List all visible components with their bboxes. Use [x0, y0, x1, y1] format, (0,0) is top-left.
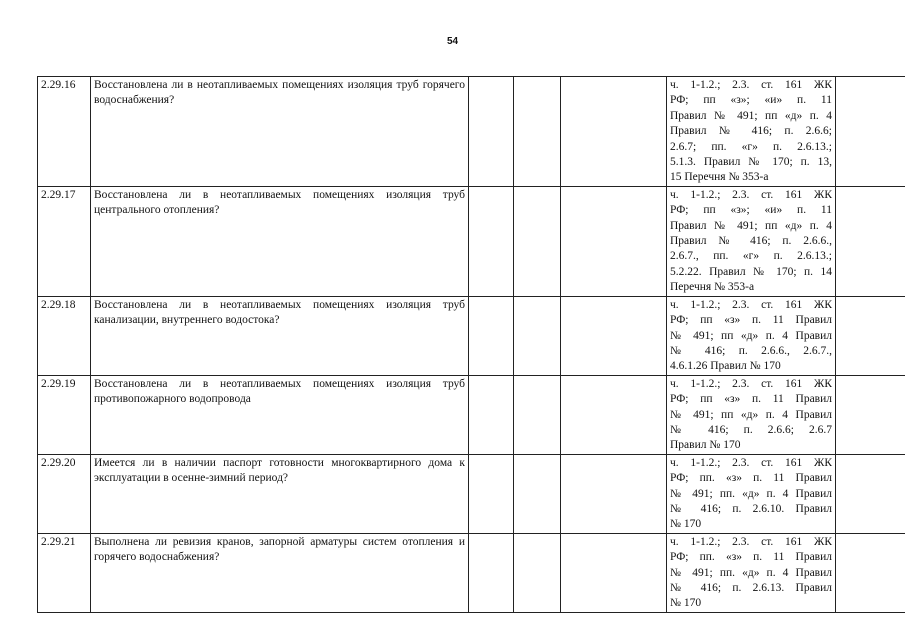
reference-line: № 170	[670, 518, 702, 531]
legal-reference	[667, 375, 836, 454]
item-number: 2.29.20	[38, 454, 91, 533]
answer-na-cell	[561, 454, 667, 533]
notes-cell	[836, 186, 905, 296]
reference-line: РФ; пп «з» п. 11 Правил	[670, 393, 832, 406]
reference-line: 5.2.22. Правил № 170; п. 14	[670, 265, 832, 278]
table-row	[38, 533, 905, 612]
answer-yes-cell	[469, 296, 514, 375]
question-text: Восстановлена ли в неотапливаемых помещениях изоляция труб противопожарного водопровода	[91, 375, 469, 454]
answer-na-cell	[561, 77, 667, 187]
reference-line: ч. 1-1.2.; 2.3. ст. 161 ЖК	[670, 298, 832, 311]
reference-line: 4.6.1.26 Правил № 170	[670, 360, 781, 373]
reference-line: № 170	[670, 597, 702, 610]
reference-line: Правил № 491; пп «д» п. 4	[670, 219, 832, 232]
reference-line: 15 Перечня № 353-а	[670, 171, 769, 184]
reference-line: № 491; пп. «д» п. 4 Правил	[670, 487, 832, 500]
question-text: Выполнена ли ревизия кранов, запорной арматуры систем отопления и горячего водоснабжения?	[91, 533, 469, 612]
table-row	[38, 296, 905, 375]
answer-no-cell	[514, 77, 561, 187]
answer-yes-cell	[469, 77, 514, 187]
item-number: 2.29.16	[38, 77, 91, 187]
answer-no-cell	[514, 454, 561, 533]
checklist-table	[37, 76, 905, 613]
reference-line: ч. 1-1.2.; 2.3. ст. 161 ЖК	[670, 79, 832, 91]
reference-line: Правил № 170	[670, 439, 741, 452]
answer-no-cell	[514, 533, 561, 612]
reference-line: Правил № 416; п. 2.6.6.,	[670, 235, 832, 248]
legal-reference	[667, 77, 836, 187]
table-row	[38, 186, 905, 296]
reference-line: РФ; пп. «з» п. 11 Правил	[670, 551, 832, 564]
reference-line: № 491; пп «д» п. 4 Правил	[670, 329, 832, 342]
reference-line: № 491; пп. «д» п. 4 Правил	[670, 566, 832, 579]
answer-no-cell	[514, 296, 561, 375]
question-text: Восстановлена ли в неотапливаемых помещениях изоляция труб канализации, внутреннего водостока?	[91, 296, 469, 375]
legal-reference	[667, 533, 836, 612]
notes-cell	[836, 533, 905, 612]
answer-na-cell	[561, 533, 667, 612]
legal-reference	[667, 186, 836, 296]
legal-reference	[667, 296, 836, 375]
answer-yes-cell	[469, 186, 514, 296]
notes-cell	[836, 454, 905, 533]
reference-line: РФ; пп «з» п. 11 Правил	[670, 314, 832, 327]
reference-line: Перечня № 353-а	[670, 281, 755, 294]
table-row	[38, 454, 905, 533]
answer-na-cell	[561, 375, 667, 454]
answer-no-cell	[514, 186, 561, 296]
page-number: 54	[446, 36, 459, 47]
reference-line: № 416; п. 2.6.10. Правил	[670, 502, 832, 515]
reference-line: ч. 1-1.2.; 2.3. ст. 161 ЖК	[670, 188, 832, 201]
reference-line: ч. 1-1.2.; 2.3. ст. 161 ЖК	[670, 377, 832, 390]
legal-reference	[667, 454, 836, 533]
answer-na-cell	[561, 296, 667, 375]
question-text: Восстановлена ли в неотапливаемых помещениях изоляция труб центрального отопления?	[91, 186, 469, 296]
item-number: 2.29.18	[38, 296, 91, 375]
reference-line: № 416; п. 2.6.6., 2.6.7.,	[670, 344, 832, 357]
reference-line: ч. 1-1.2.; 2.3. ст. 161 ЖК	[670, 535, 832, 548]
answer-na-cell	[561, 186, 667, 296]
reference-line: № 416; п. 2.6.6; 2.6.7	[670, 423, 832, 436]
reference-line: РФ; пп. «з» п. 11 Правил	[670, 472, 832, 485]
notes-cell	[836, 375, 905, 454]
item-number: 2.29.17	[38, 186, 91, 296]
reference-line: № 416; п. 2.6.13. Правил	[670, 582, 832, 594]
reference-line: ч. 1-1.2.; 2.3. ст. 161 ЖК	[670, 456, 832, 469]
question-text: Имеется ли в наличии паспорт готовности многоквартирного дома к эксплуатации в осенне-зимний период?	[91, 454, 469, 533]
reference-line: Правил № 416; п. 2.6.6;	[670, 125, 832, 138]
answer-no-cell	[514, 375, 561, 454]
reference-line: РФ; пп «з»; «и» п. 11	[670, 204, 832, 217]
reference-line: № 491; пп «д» п. 4 Правил	[670, 408, 832, 421]
table-row	[38, 77, 905, 187]
question-text: Восстановлена ли в неотапливаемых помещениях изоляция труб горячего водоснабжения?	[91, 77, 469, 187]
item-number: 2.29.19	[38, 375, 91, 454]
reference-line: Правил № 491; пп «д» п. 4	[670, 109, 832, 122]
table-row	[38, 375, 905, 454]
reference-line: РФ; пп «з»; «и» п. 11	[670, 94, 832, 107]
answer-yes-cell	[469, 375, 514, 454]
checklist-body	[38, 77, 905, 613]
reference-line: 5.1.3. Правил № 170; п. 13,	[670, 156, 832, 169]
item-number: 2.29.21	[38, 533, 91, 612]
answer-yes-cell	[469, 454, 514, 533]
reference-line: 2.6.7., пп. «г» п. 2.6.13.;	[670, 250, 832, 263]
answer-yes-cell	[469, 533, 514, 612]
notes-cell	[836, 296, 905, 375]
reference-line: 2.6.7; пп. «г» п. 2.6.13.;	[670, 140, 832, 153]
notes-cell	[836, 77, 905, 187]
